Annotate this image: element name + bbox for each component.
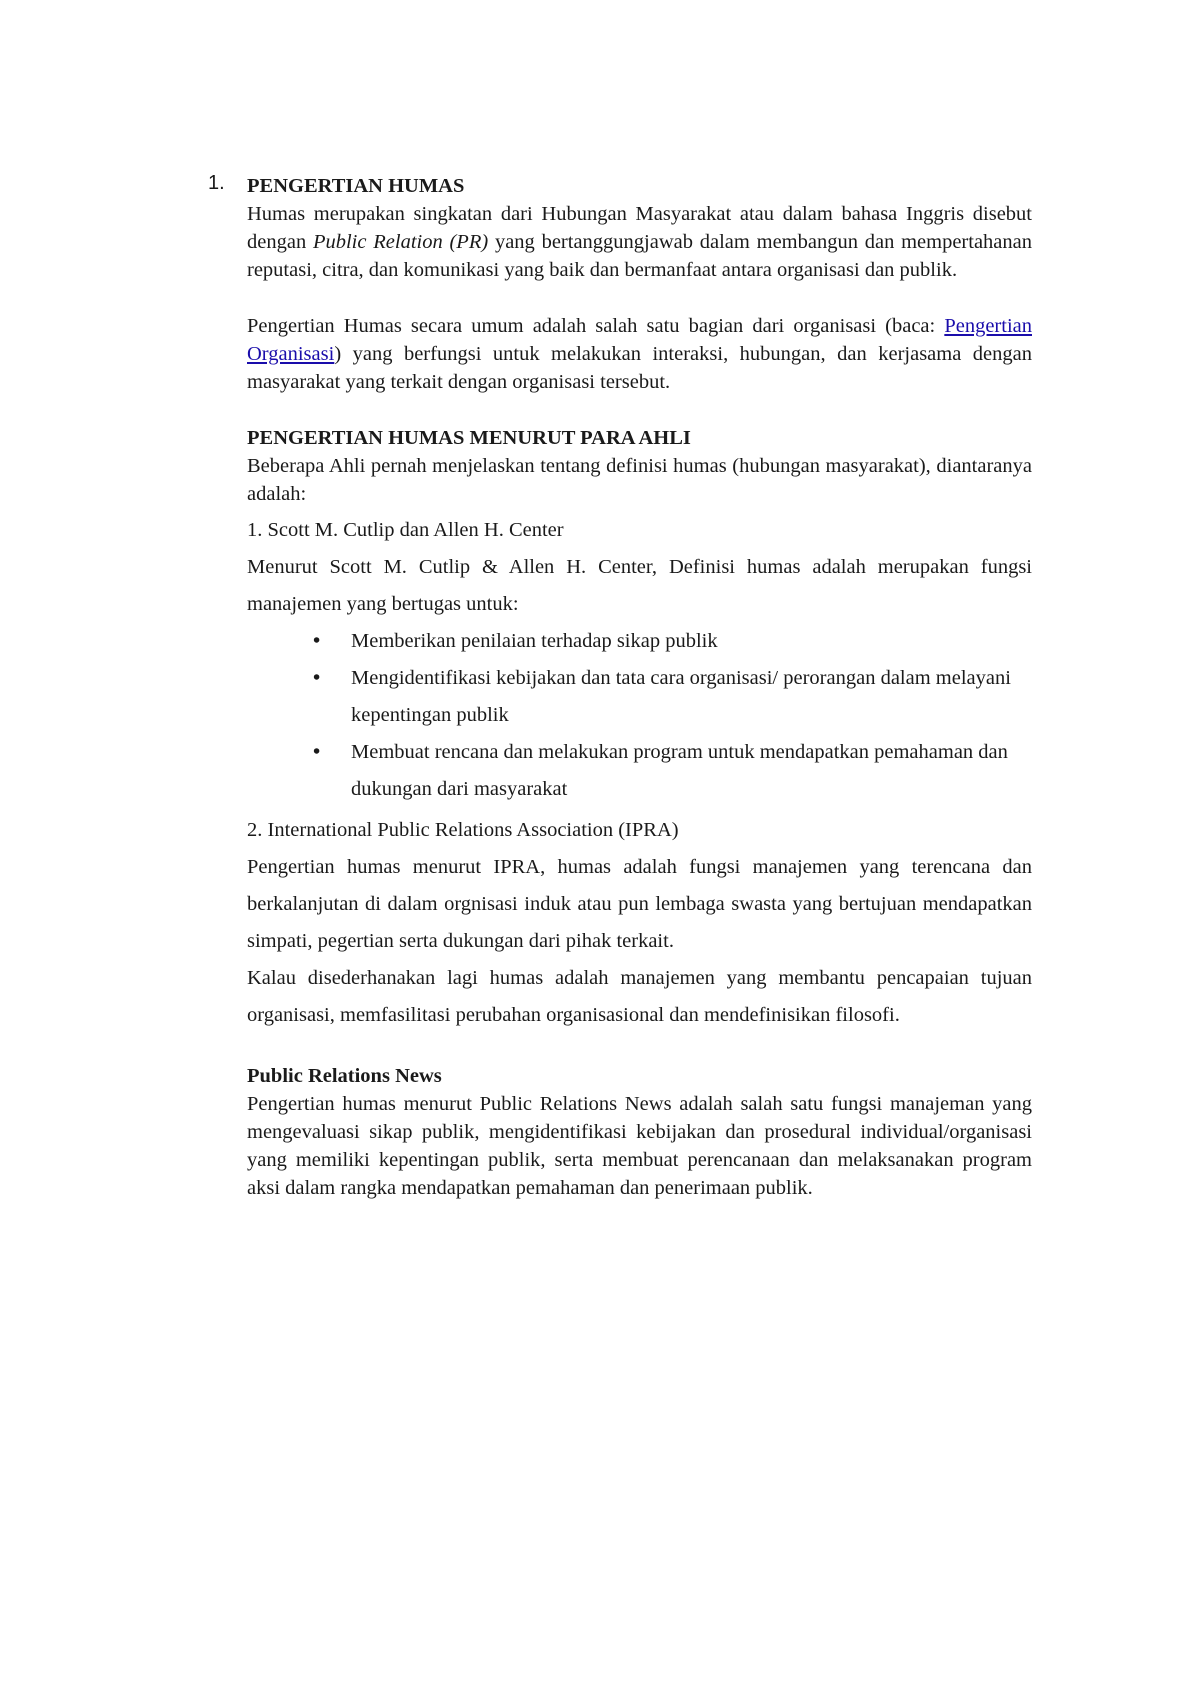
- public-relation-term: Public Relation (PR): [312, 231, 489, 253]
- cutlip-title: 1. Scott M. Cutlip dan Allen H. Center: [247, 519, 564, 541]
- humas-general-text-b: ) yang berfungsi untuk melakukan interaksi, hubungan, dan kerjasama dengan masyarakat yang terkait dengan organisasi tersebut.: [247, 343, 1032, 393]
- ipra-text: Pengertian humas menurut IPRA, humas adalah fungsi manajemen yang terencana dan berkalanjutan di dalam orgnisasi induk atau pun lembaga swasta yang bertujuan mendapatkan simpati, pegertian serta dukungan dari pihak terkait.: [247, 856, 1032, 952]
- section-heading: PENGERTIAN HUMAS: [247, 175, 465, 197]
- cutlip-bullet-list: [247, 623, 1032, 808]
- pengertian-organisasi-link[interactable]: Pengertian Organisasi: [247, 315, 1032, 365]
- prnews-text: Pengertian humas menurut Public Relations News adalah salah satu fungsi manajeman yang mengevaluasi sikap publik, mengidentifikasi kebijakan dan prosedural individual/organisasi yang memiliki kepentingan publik, serta membuat perencanaan dan melaksanakan program aksi dalam rangka mendapatkan pemahaman dan penerimaan publik.: [247, 1093, 1032, 1199]
- list-item: • Mengidentifikasi kebijakan dan tata cara organisasi/ perorangan dalam melayani kepentingan publik: [247, 660, 1032, 734]
- humas-general-paragraph: [247, 312, 1032, 396]
- paragraph-gap: [247, 284, 1032, 312]
- humas-def-text-b: yang bertanggungjawab dalam membangun dan mempertahanan reputasi, citra, dan komunikasi yang baik dan bermanfaat antara organisasi dan publik.: [247, 231, 1033, 281]
- humas-definition-paragraph: [247, 200, 1032, 284]
- prnews-heading: Public Relations News: [247, 1065, 442, 1087]
- cutlip-text: Menurut Scott M. Cutlip & Allen H. Center, Definisi humas adalah merupakan fungsi manajemen yang bertugas untuk:: [247, 556, 1032, 615]
- list-item: • Memberikan penilaian terhadap sikap publik: [247, 623, 1032, 660]
- humas-general-text-a: Pengertian Humas secara umum adalah salah satu bagian dari organisasi (baca:: [247, 315, 945, 337]
- document-body: [247, 172, 1032, 1202]
- section-number: 1.: [208, 172, 225, 194]
- paragraph-gap: [247, 1034, 1032, 1062]
- list-item: • Membuat rencana dan melakukan program untuk mendapatkan pemahaman dan dukungan dari masyarakat: [247, 734, 1032, 808]
- humas-def-text-a: Humas merupakan singkatan dari Hubungan Masyarakat atau dalam bahasa Inggris disebut dengan: [247, 203, 1032, 253]
- ipra-summary: Kalau disederhanakan lagi humas adalah manajemen yang membantu pencapaian tujuan organisasi, memfasilitasi perubahan organisasional dan mendefinisikan filosofi.: [247, 967, 1032, 1026]
- ipra-title: 2. International Public Relations Association (IPRA): [247, 819, 679, 841]
- experts-intro: Beberapa Ahli pernah menjelaskan tentang definisi humas (hubungan masyarakat), diantaranya adalah:: [247, 455, 1032, 505]
- experts-heading: PENGERTIAN HUMAS MENURUT PARA AHLI: [247, 427, 691, 449]
- paragraph-gap: [247, 396, 1032, 424]
